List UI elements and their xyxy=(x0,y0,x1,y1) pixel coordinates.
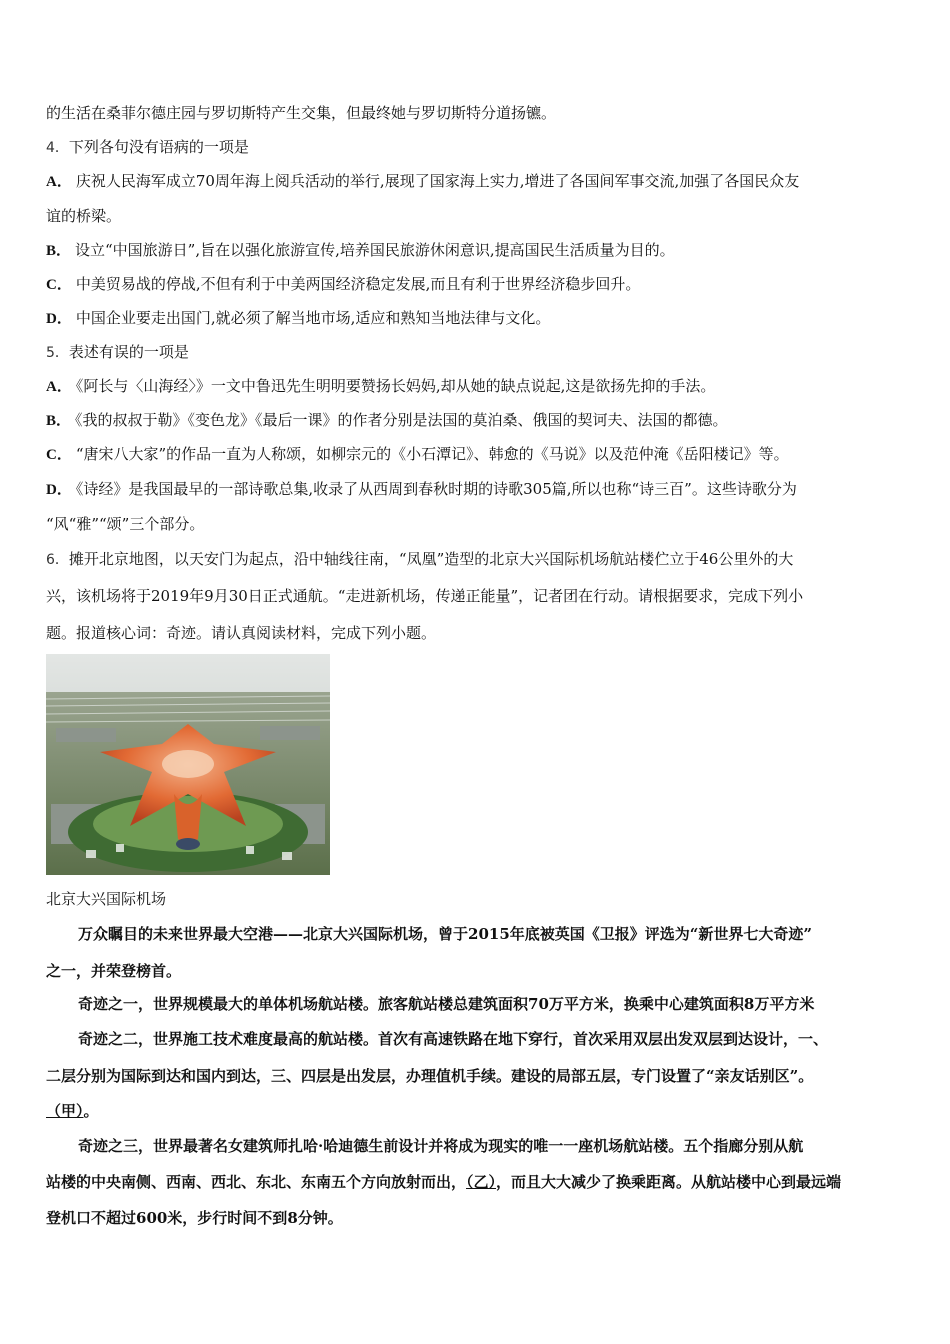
option-text: 中国企业要走出国门,就必须了解当地市场,适应和熟知当地法律与文化。 xyxy=(75,309,551,327)
airport-illustration xyxy=(46,654,330,875)
punctuation: 。 xyxy=(83,1102,99,1120)
blank-yi: （乙） xyxy=(466,1173,497,1191)
question-number: 5． xyxy=(46,345,69,361)
option-text: 庆祝人民海军成立70周年海上阅兵活动的举行,展现了国家海上实力,增进了各国间军事交流,加强了各国民众友 xyxy=(75,172,800,190)
option-d xyxy=(46,479,906,500)
material-paragraph: 奇迹之三，世界最著名女建筑师扎哈·哈迪德生前设计并将成为现实的唯一一座机场航站楼。五个指廊分别从航 xyxy=(78,1137,804,1155)
text-span: ，而且大大减少了换乘距离。从航站楼中心到最远端 xyxy=(496,1173,842,1191)
option-text: 《我的叔叔于勒》《变色龙》《最后一课》的作者分别是法国的莫泊桑、俄国的契诃夫、法国的都德。 xyxy=(75,411,728,429)
text-span: 站楼的中央南侧、西南、西北、东北、东南五个方向放射而出， xyxy=(46,1173,467,1191)
option-text: 设立“中国旅游日”,旨在以强化旅游宣传,培养国民旅游休闲意识,提高国民生活质量为目的。 xyxy=(75,241,675,259)
option-text: 《诗经》是我国最早的一部诗歌总集,收录了从西周到春秋时期的诗歌305篇,所以也称“诗三百”。这些诗歌分为 xyxy=(75,480,797,498)
text-line: 的生活在桑菲尔德庄园与罗切斯特产生交集，但最终她与罗切斯特分道扬镳。 xyxy=(46,104,557,122)
material-paragraph: 奇迹之一，世界规模最大的单体机场航站楼。旅客航站楼总建筑面积70万平方米，换乘中心建筑面积8万平方米 xyxy=(78,995,815,1013)
figure-caption: 北京大兴国际机场 xyxy=(46,890,167,908)
option-a xyxy=(46,376,906,397)
material-paragraph-cont xyxy=(46,1172,906,1192)
material-paragraph: 奇迹之二，世界施工技术难度最高的航站楼。首次有高速铁路在地下穿行，首次采用双层出发双层到达设计，一、 xyxy=(78,1030,829,1048)
material-paragraph-cont: 登机口不超过600米，步行时间不到8分钟。 xyxy=(46,1209,343,1227)
option-a xyxy=(46,171,906,192)
material-paragraph: 万众瞩目的未来世界最大空港——北京大兴国际机场，曾于2015年底被英国《卫报》评选为“新世界七大奇迹” xyxy=(78,925,813,943)
material-paragraph-cont: 二层分别为国际到达和国内到达，三、四层是出发层，办理值机手续。建设的局部五层，专门设置了“亲友话别区”。 xyxy=(46,1067,814,1085)
option-label: D． xyxy=(46,482,72,498)
option-b xyxy=(46,240,906,261)
question-number: 4． xyxy=(46,140,69,156)
option-label: A． xyxy=(46,379,72,395)
option-label: B． xyxy=(46,413,72,429)
option-c xyxy=(46,444,906,465)
question-text: 下列各句没有语病的一项是 xyxy=(68,138,249,156)
option-c xyxy=(46,274,906,295)
option-text: 《阿长与〈山海经〉》一文中鲁迅先生明明要赞扬长妈妈,却从她的缺点说起,这是欲扬先抑的手法。 xyxy=(75,377,716,395)
airport-photo xyxy=(46,654,330,875)
material-paragraph-cont xyxy=(46,1101,906,1121)
option-d-cont: “风“雅”“颂”三个部分。 xyxy=(46,515,205,533)
option-label: B． xyxy=(46,243,72,259)
question-6-stem xyxy=(46,549,906,570)
question-text: 摊开北京地图，以天安门为起点，沿中轴线往南，“凤凰”造型的北京大兴国际机场航站楼伫立于46公里外的大 xyxy=(68,550,794,568)
option-label: C． xyxy=(46,447,72,463)
material-paragraph-cont: 之一，并荣登榜首。 xyxy=(46,962,182,980)
option-label: C． xyxy=(46,277,72,293)
option-text: “唐宋八大家”的作品一直为人称颂，如柳宗元的《小石潭记》、韩愈的《马说》以及范仲淹《岳阳楼记》等。 xyxy=(75,445,789,463)
question-4-stem xyxy=(46,137,906,158)
question-6-cont: 兴，该机场将于2019年9月30日正式通航。“走进新机场，传递正能量”，记者团在行动。请根据要求，完成下列小 xyxy=(46,587,804,605)
question-6-cont: 题。报道核心词：奇迹。请认真阅读材料，完成下列小题。 xyxy=(46,624,437,642)
option-b xyxy=(46,410,906,431)
option-label: A． xyxy=(46,174,72,190)
option-a-cont: 谊的桥梁。 xyxy=(46,207,122,225)
blank-jia: （甲） xyxy=(46,1102,84,1120)
option-text: 中美贸易战的停战,不但有利于中美两国经济稳定发展,而且有利于世界经济稳步回升。 xyxy=(75,275,641,293)
option-label: D． xyxy=(46,311,72,327)
question-text: 表述有误的一项是 xyxy=(68,343,189,361)
question-5-stem xyxy=(46,342,906,363)
option-d xyxy=(46,308,906,329)
question-number: 6． xyxy=(46,552,69,568)
